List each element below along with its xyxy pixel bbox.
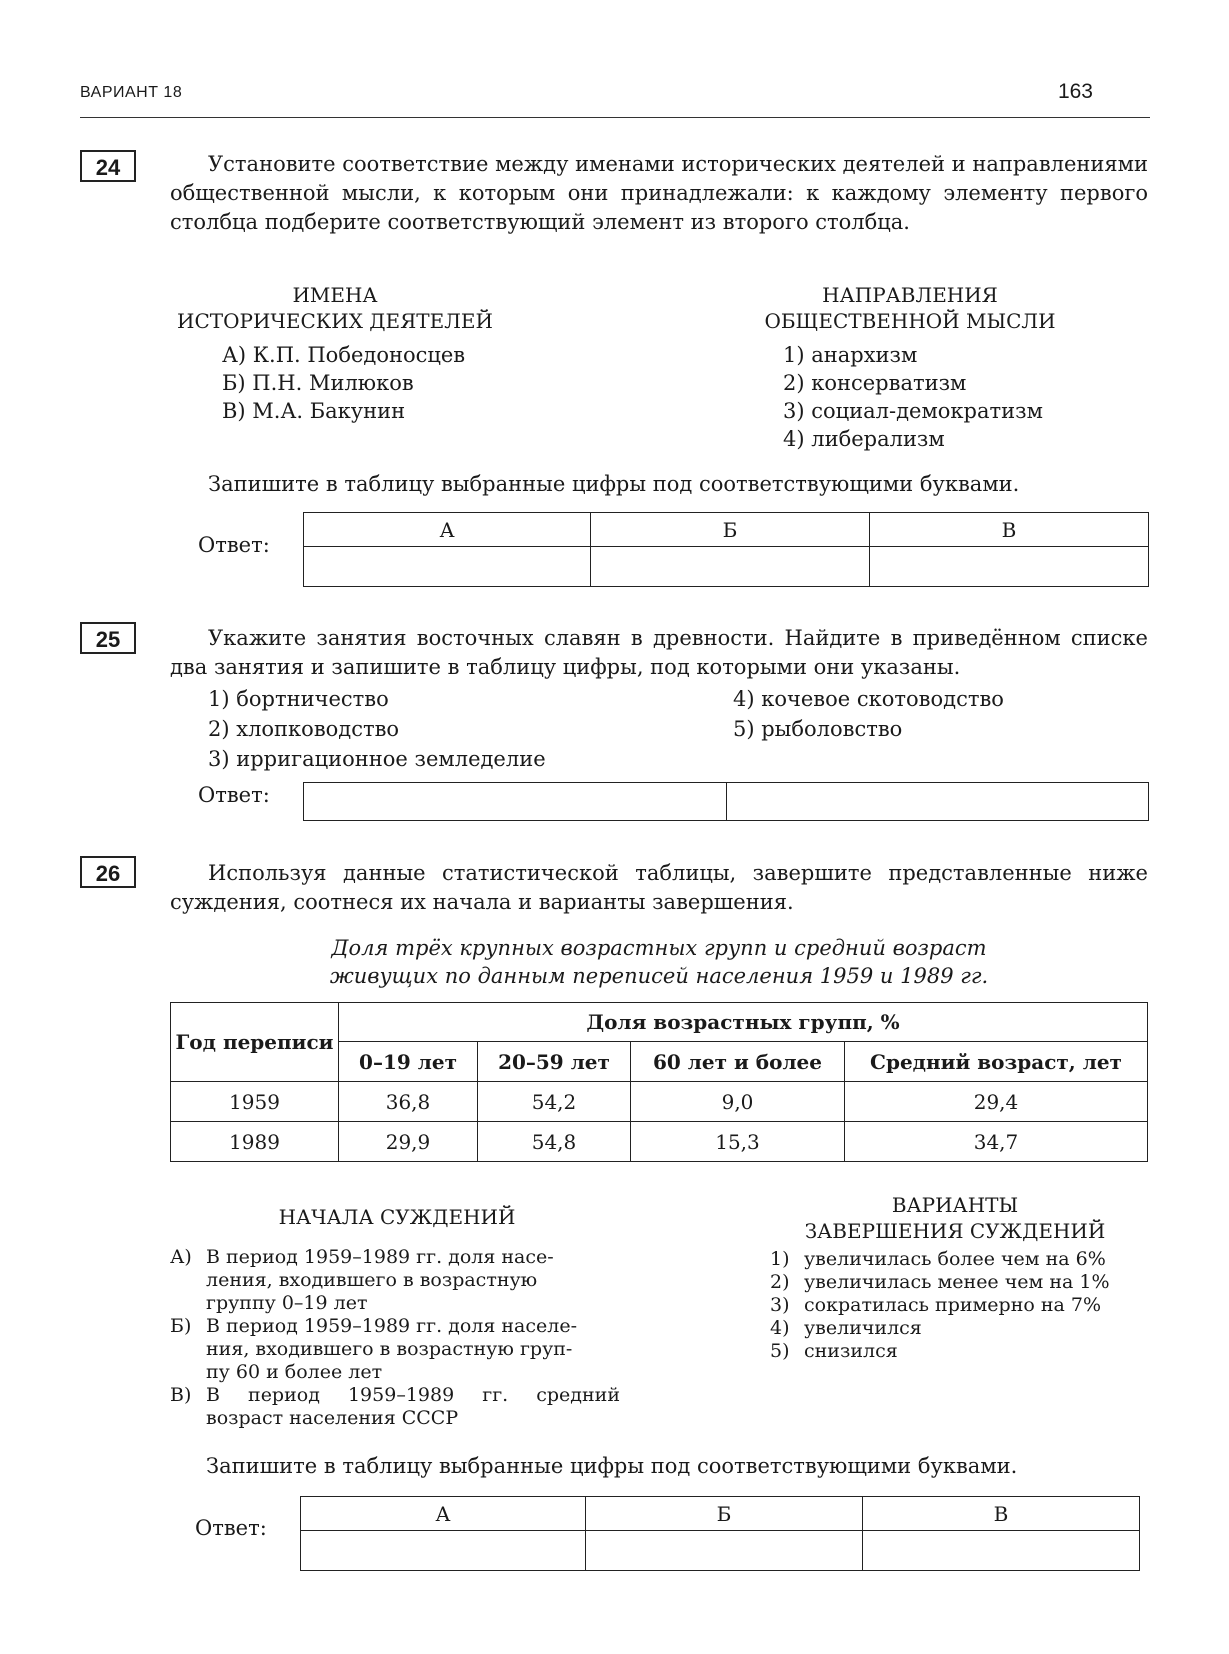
group-header: Доля возрастных групп, % [339, 1003, 1148, 1042]
list-item: 1) увеличилась более чем на 6% [770, 1248, 1106, 1270]
question-25-number: 25 [80, 622, 136, 654]
answer-header-a: А [301, 1497, 586, 1531]
list-item: В) В период 1959–1989 гг. средний возраст населения СССР [170, 1384, 620, 1429]
q24-left-column-header: ИМЕНА ИСТОРИЧЕСКИХ ДЕЯТЕЛЕЙ [177, 283, 493, 333]
answer-cell-b[interactable] [591, 547, 870, 587]
table-cell: 36,8 [339, 1082, 478, 1122]
list-item: Б) П.Н. Милюков [222, 371, 414, 395]
list-item: 1) анархизм [783, 343, 918, 367]
q24-right-list [783, 341, 1043, 453]
answer-cell-1[interactable] [304, 783, 727, 821]
table-cell: 1989 [171, 1122, 339, 1162]
list-item: 1) бортничество [208, 687, 389, 711]
q26-instruction: Запишите в таблицу выбранные цифры под соответствующими буквами. [206, 1454, 1018, 1478]
table-cell: 1959 [171, 1082, 339, 1122]
list-item: В) М.А. Бакунин [222, 399, 406, 423]
q25-right-list [733, 684, 1004, 744]
table-cell: 29,4 [845, 1082, 1148, 1122]
list-item: 2) консерватизм [783, 371, 967, 395]
answer-cell-a[interactable] [304, 547, 591, 587]
page-number: 163 [1057, 80, 1093, 103]
q24-right-column-header: НАПРАВЛЕНИЯ ОБЩЕСТВЕННОЙ МЫСЛИ [764, 283, 1056, 333]
list-item: 3) ирригационное земледелие [208, 747, 546, 771]
table-cell: 9,0 [631, 1082, 845, 1122]
answer-cell-a[interactable] [301, 1531, 586, 1571]
header-divider [80, 117, 1150, 118]
list-item: 5) снизился [770, 1340, 898, 1362]
question-24-text: Установите соответствие между именами исторических деятелей и направлениями общественной мысли, к которым они принадлежали: к каждому элементу первого столбца подберите соответствующий элемент из второго столбца. [170, 152, 1148, 234]
question-26-text: Используя данные статистической таблицы, завершите представленные ниже суждения, соотнеся их начала и варианты завершения. [170, 861, 1148, 914]
q26-answer-table [300, 1496, 1140, 1571]
q24-answer-label: Ответ: [198, 533, 270, 557]
table-cell: 29,9 [339, 1122, 478, 1162]
answer-cell-v[interactable] [870, 547, 1149, 587]
q24-left-list [222, 341, 465, 425]
q25-answer-table [303, 782, 1149, 821]
answer-cell-v[interactable] [862, 1531, 1139, 1571]
col-header-20-59: 20–59 лет [478, 1042, 631, 1082]
list-item: 3) сократилась примерно на 7% [770, 1294, 1102, 1316]
list-item: А) К.П. Победоносцев [222, 343, 466, 367]
table-cell: 54,8 [478, 1122, 631, 1162]
answer-header-v: В [862, 1497, 1139, 1531]
col-header-avg-age: Средний возраст, лет [845, 1042, 1148, 1082]
q26-answer-label: Ответ: [195, 1516, 267, 1540]
q26-right-column-header: ВАРИАНТЫ ЗАВЕРШЕНИЯ СУЖДЕНИЙ [804, 1193, 1106, 1243]
list-item: 2) увеличилась менее чем на 1% [770, 1271, 1110, 1293]
col-header-0-19: 0–19 лет [339, 1042, 478, 1082]
variant-label: ВАРИАНТ 18 [80, 84, 183, 101]
answer-header-a: А [304, 513, 591, 547]
answer-header-b: Б [585, 1497, 862, 1531]
table-cell: 34,7 [845, 1122, 1148, 1162]
list-item: 4) кочевое скотоводство [733, 687, 1004, 711]
table-caption: Доля трёх крупных возрастных групп и средний возраст живущих по данным переписей населения 1959 и 1989 гг. [329, 936, 989, 988]
col-year-header: Год переписи [171, 1003, 339, 1082]
q24-instruction: Запишите в таблицу выбранные цифры под соответствующими буквами. [208, 472, 1020, 496]
answer-cell-b[interactable] [585, 1531, 862, 1571]
list-item: 2) хлопководство [208, 717, 400, 741]
q26-judgement-starts [170, 1246, 620, 1430]
q24-answer-table [303, 512, 1149, 587]
table-row [171, 1082, 1148, 1122]
answer-cell-2[interactable] [726, 783, 1149, 821]
question-26-number: 26 [80, 856, 136, 888]
q25-answer-label: Ответ: [198, 783, 270, 807]
list-item: А) В период 1959–1989 гг. доля насе- ления, входившего в возрастную группу 0–19 лет [170, 1246, 554, 1314]
list-item: 3) социал-демократизм [783, 399, 1043, 423]
q25-left-list [208, 684, 546, 774]
table-row [171, 1122, 1148, 1162]
list-item: Б) В период 1959–1989 гг. доля населе- ния, входившего в возрастную груп- пу 60 и более лет [170, 1315, 577, 1383]
q26-left-column-header: НАЧАЛА СУЖДЕНИЙ [278, 1205, 516, 1229]
statistics-table [170, 1002, 1148, 1162]
table-cell: 15,3 [631, 1122, 845, 1162]
question-24-number: 24 [80, 150, 136, 182]
list-item: 4) увеличился [770, 1317, 922, 1339]
list-item: 4) либерализм [783, 427, 945, 451]
question-25-text: Укажите занятия восточных славян в древности. Найдите в приведённом списке два занятия и запишите в таблицу цифры, под которыми они указаны. [170, 626, 1148, 679]
col-header-60plus: 60 лет и более [631, 1042, 845, 1082]
list-item: 5) рыболовство [733, 717, 903, 741]
q26-judgement-endings [770, 1248, 1150, 1363]
answer-header-v: В [870, 513, 1149, 547]
answer-header-b: Б [591, 513, 870, 547]
table-cell: 54,2 [478, 1082, 631, 1122]
